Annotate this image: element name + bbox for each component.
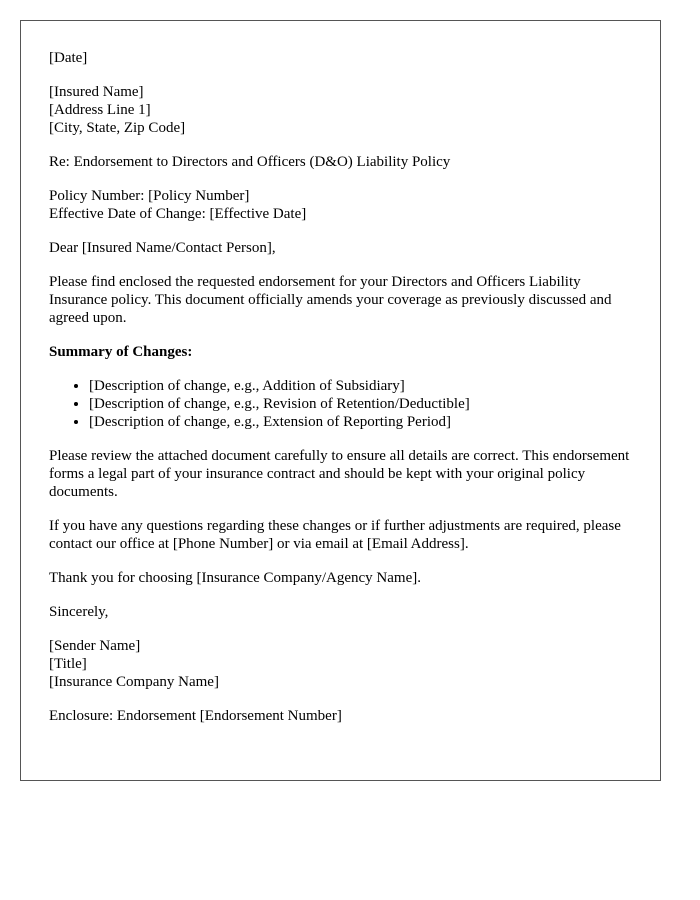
policy-number: Policy Number: [Policy Number] bbox=[49, 188, 250, 204]
thanks-paragraph: Thank you for choosing [Insurance Company/Agency Name]. bbox=[49, 570, 421, 586]
sender-company: [Insurance Company Name] bbox=[49, 674, 219, 690]
closing: Sincerely, bbox=[49, 604, 109, 620]
effective-date: Effective Date of Change: [Effective Date] bbox=[49, 206, 307, 222]
subject-line: Re: Endorsement to Directors and Officers (D&O) Liability Policy bbox=[49, 154, 451, 170]
salutation: Dear [Insured Name/Contact Person], bbox=[49, 240, 276, 256]
recipient-address bbox=[49, 83, 632, 137]
list-item: • [Description of change, e.g., Extension of Reporting Period] bbox=[89, 413, 632, 431]
recipient-name: [Insured Name] bbox=[49, 84, 144, 100]
signature-block bbox=[49, 637, 632, 691]
policy-details bbox=[49, 187, 632, 223]
letter-date: [Date] bbox=[49, 50, 88, 66]
changes-list bbox=[49, 377, 632, 431]
review-paragraph: Please review the attached document carefully to ensure all details are correct. This endorsement forms a legal part of your insurance contract and should be kept with your original policy documents. bbox=[49, 448, 630, 500]
list-item: • [Description of change, e.g., Addition of Subsidiary] bbox=[89, 377, 632, 395]
enclosure-line: Enclosure: Endorsement [Endorsement Number] bbox=[49, 708, 342, 724]
intro-paragraph: Please find enclosed the requested endorsement for your Directors and Officers Liability Insurance policy. This document officially amends your coverage as previously discussed and agreed upon. bbox=[49, 274, 612, 326]
list-item: • [Description of change, e.g., Revision of Retention/Deductible] bbox=[89, 395, 632, 413]
recipient-address-line-1: [Address Line 1] bbox=[49, 102, 151, 118]
sender-name: [Sender Name] bbox=[49, 638, 141, 654]
letter bbox=[20, 20, 661, 781]
summary-heading: Summary of Changes: bbox=[49, 344, 193, 360]
sender-title: [Title] bbox=[49, 656, 87, 672]
recipient-city-state-zip: [City, State, Zip Code] bbox=[49, 120, 186, 136]
contact-paragraph: If you have any questions regarding these changes or if further adjustments are required, please contact our office at [Phone Number] or via email at [Email Address]. bbox=[49, 518, 621, 552]
